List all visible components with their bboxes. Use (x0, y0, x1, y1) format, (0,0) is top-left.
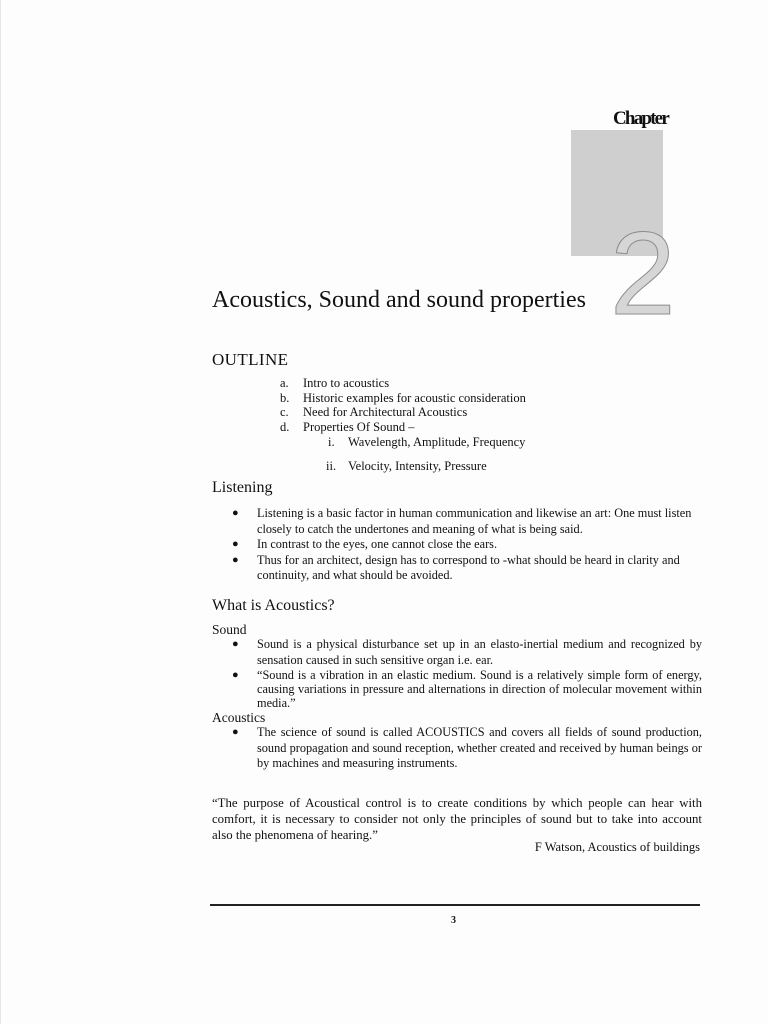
outline-item (280, 376, 526, 391)
outline-item (280, 391, 526, 406)
outline-marker: b. (280, 390, 290, 405)
outline-marker: c. (280, 405, 289, 420)
bullet-text: Listening is a basic factor in human communication and likewise an art: One must listen closely to catch the undertones and meaning of what is being said. (257, 506, 692, 536)
chapter-number: 2 (610, 208, 676, 340)
bullet-dot-icon: ● (232, 553, 239, 566)
quote-attribution: F Watson, Acoustics of buildings (534, 840, 700, 854)
outline-sub-marker: ii. (326, 458, 337, 473)
outline-sub-text: Wavelength, Amplitude, Frequency (348, 434, 526, 449)
outline-text: Historic examples for acoustic consideration (303, 390, 526, 405)
bullet-item (232, 506, 702, 537)
bullet-item (232, 668, 702, 710)
what-is-acoustics-heading: What is Acoustics? (212, 597, 335, 614)
bullet-text: In contrast to the eyes, one cannot close the ears. (257, 537, 498, 551)
bullet-text: Thus for an architect, design has to correspond to -what should be heard in clarity and continuity, and what should be avoided. (257, 552, 680, 582)
outline-subitem (280, 435, 526, 450)
page-number: 3 (451, 915, 456, 926)
bullet-text: “Sound is a vibration in an elastic medium. Sound is a relatively simple form of energy, causing variations in pressure and alternations in direction of molecular movement within media.” (257, 668, 702, 710)
bullet-dot-icon: ● (232, 638, 239, 650)
outline-list (280, 376, 526, 473)
bullet-dot-icon: ● (232, 538, 239, 550)
chapter-title: Acoustics, Sound and sound properties (212, 287, 586, 313)
outline-heading: OUTLINE (212, 350, 289, 369)
outline-marker: a. (280, 376, 289, 390)
bullet-item (232, 537, 702, 553)
bullet-dot-icon: ● (232, 726, 239, 738)
outline-text: Need for Architectural Acoustics (303, 405, 468, 420)
bullet-dot-icon: ● (232, 669, 239, 681)
outline-text: Intro to acoustics (303, 376, 390, 390)
sound-bullets (232, 637, 702, 710)
outline-text: Properties Of Sound – (303, 420, 415, 435)
bullet-text: The science of sound is called ACOUSTICS and covers all fields of sound production, sound propagation and sound reception, whether created and received by human beings or by machines and measuring instruments. (257, 725, 702, 770)
acoustics-heading: Acoustics (212, 710, 266, 725)
outline-subitem (280, 459, 526, 474)
sound-heading: Sound (212, 622, 247, 637)
bullet-item (232, 553, 702, 584)
chapter-label: Chapter (613, 108, 668, 129)
outline-marker: d. (280, 420, 290, 435)
bullet-dot-icon: ● (232, 507, 239, 519)
outline-item (280, 405, 526, 420)
bullet-text: Sound is a physical disturbance set up in an elasto-inertial medium and recognized by sensation caused in such sensitive organ i.e. ear. (257, 637, 702, 667)
listening-bullets (232, 506, 702, 584)
acoustics-bullets (232, 725, 702, 772)
footer-divider (210, 904, 700, 906)
listening-heading: Listening (212, 479, 273, 496)
outline-sub-text: Velocity, Intensity, Pressure (348, 458, 487, 473)
quote-text: “The purpose of Acoustical control is to create conditions by which people can hear with comfort, it is necessary to consider not only the principles of sound but to take into account also the phenomena of hearing.” (212, 796, 702, 842)
bullet-item (232, 725, 702, 772)
bullet-item (232, 637, 702, 668)
outline-sub-marker: i. (328, 434, 335, 449)
outline-item (280, 420, 526, 435)
page-edge (0, 0, 1, 1024)
